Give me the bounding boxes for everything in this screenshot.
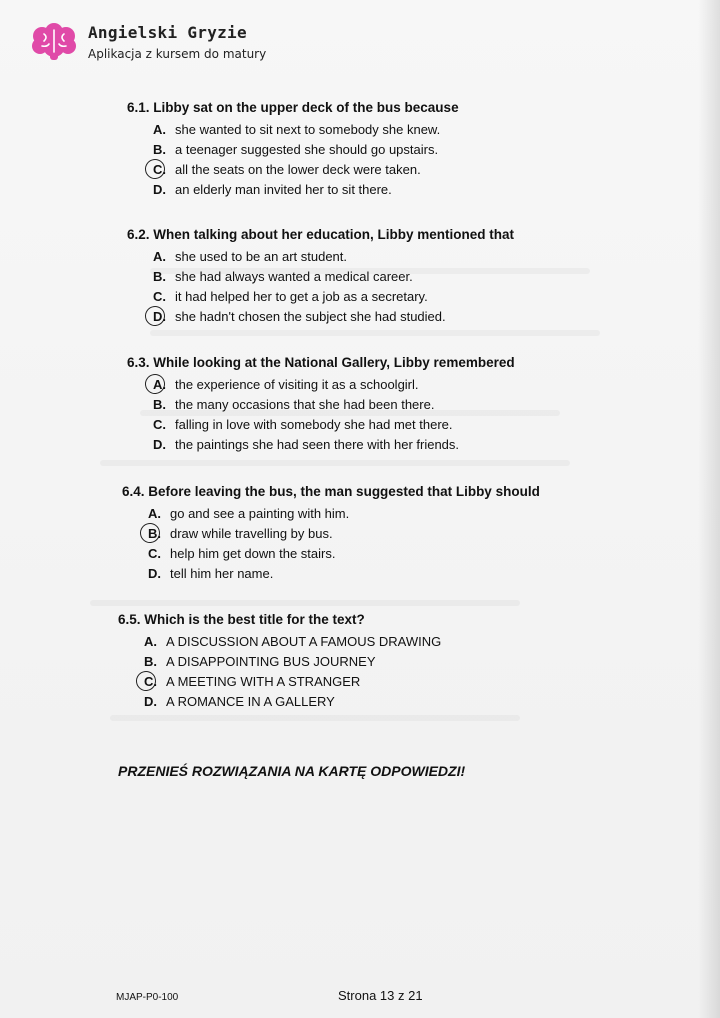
option-letter: A. [144,634,157,649]
option-a[interactable] [122,504,540,524]
option-text: draw while travelling by bus. [170,526,333,541]
option-a[interactable] [118,632,441,652]
option-letter: B. [153,142,166,157]
option-c[interactable] [118,672,441,692]
question-6-1 [127,100,459,200]
option-d[interactable] [122,564,540,584]
option-letter: A. [153,122,166,137]
bleed-through [110,715,520,721]
option-text: A MEETING WITH A STRANGER [166,674,361,689]
option-letter: B. [148,526,161,541]
option-b[interactable] [127,267,514,287]
option-c[interactable] [127,415,515,435]
brand-name: Angielski Gryzie [88,23,247,42]
question-6-4 [122,484,540,584]
option-letter: C. [153,289,166,304]
option-text: tell him her name. [170,566,274,581]
option-d[interactable] [118,692,441,712]
option-b[interactable] [122,524,540,544]
option-letter: D. [153,437,166,452]
option-letter: A. [148,506,161,521]
option-letter: B. [153,269,166,284]
brain-icon [30,22,78,62]
option-text: an elderly man invited her to sit there. [175,182,392,197]
option-a[interactable] [127,120,459,140]
question-6-3 [127,355,515,455]
option-letter: A. [153,377,166,392]
option-letter: D. [153,182,166,197]
option-text: go and see a painting with him. [170,506,350,521]
question-6-2 [127,227,514,327]
option-letter: B. [153,397,166,412]
option-text: A DISAPPOINTING BUS JOURNEY [166,654,376,669]
option-b[interactable] [118,652,441,672]
option-text: she had always wanted a medical career. [175,269,413,284]
option-d[interactable] [127,180,459,200]
question-6-5 [118,612,441,712]
option-letter: C. [148,546,161,561]
exam-code: MJAP-P0-100 [116,992,179,1003]
option-letter: D. [148,566,161,581]
option-d[interactable] [127,435,515,455]
option-letter: C. [153,162,166,177]
bleed-through [90,600,520,606]
option-letter: D. [144,694,157,709]
option-text: the experience of visiting it as a schoolgirl. [175,377,419,392]
option-text: she wanted to sit next to somebody she knew. [175,122,441,137]
question-title: 6.3. While looking at the National Gallery, Libby remembered [127,355,515,370]
option-text: A ROMANCE IN A GALLERY [166,694,335,709]
question-title: 6.5. Which is the best title for the text? [118,612,365,627]
option-d[interactable] [127,307,514,327]
option-letter: C. [153,417,166,432]
option-letter: D. [153,309,166,324]
question-title: 6.4. Before leaving the bus, the man suggested that Libby should [122,484,540,499]
option-text: the paintings she had seen there with her friends. [175,437,460,452]
brand-header [30,20,290,66]
bleed-through [100,460,570,466]
page-edge-shadow [698,0,720,1018]
bleed-through [150,330,600,336]
option-a[interactable] [127,375,515,395]
option-b[interactable] [127,395,515,415]
brand-subtitle: Aplikacja z kursem do matury [88,47,267,61]
option-text: falling in love with somebody she had met there. [175,417,453,432]
option-letter: B. [144,654,157,669]
option-text: the many occasions that she had been there. [175,397,435,412]
option-a[interactable] [127,247,514,267]
page-number: Strona 13 z 21 [338,988,423,1003]
option-text: all the seats on the lower deck were taken. [175,162,421,177]
option-text: she used to be an art student. [175,249,348,264]
option-c[interactable] [127,287,514,307]
question-title: 6.2. When talking about her education, Libby mentioned that [127,227,515,242]
option-text: A DISCUSSION ABOUT A FAMOUS DRAWING [166,634,442,649]
transfer-answers-instruction: PRZENIEŚ ROZWIĄZANIA NA KARTĘ ODPOWIEDZI! [118,763,466,779]
option-c[interactable] [122,544,540,564]
option-text: she hadn't chosen the subject she had studied. [175,309,446,324]
option-text: a teenager suggested she should go upstairs. [175,142,439,157]
option-text: it had helped her to get a job as a secretary. [175,289,428,304]
option-c[interactable] [127,160,459,180]
option-text: help him get down the stairs. [170,546,336,561]
option-letter: A. [153,249,166,264]
option-b[interactable] [127,140,459,160]
question-title: 6.1. Libby sat on the upper deck of the bus because [127,100,459,115]
option-letter: C. [144,674,157,689]
